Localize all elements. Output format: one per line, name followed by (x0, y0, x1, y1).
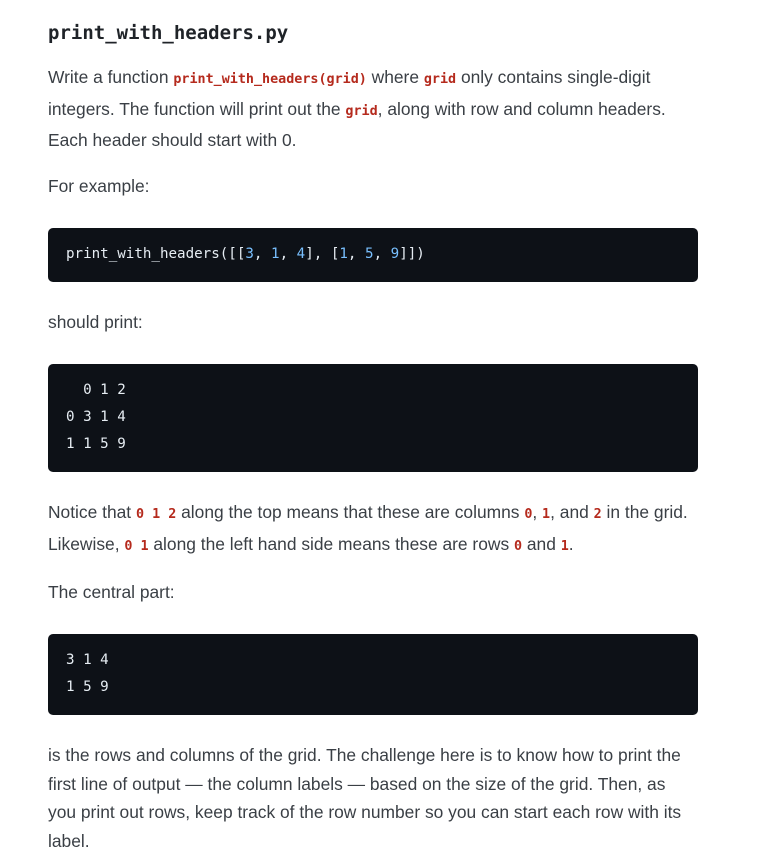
intro-text-4: , along with row and column headers. Each header should start with 0. (48, 98, 666, 150)
inline-code: 1 (542, 507, 551, 522)
intro-text-2: where (366, 67, 424, 87)
closing-paragraph: is the rows and columns of the grid. The challenge here is to know how to print the first line of output — the column labels — based on the size of the grid. Then, as you print out rows, keep track of the row number so you can start each row with its label. (48, 745, 682, 851)
code-number: 1 (271, 246, 280, 262)
page-title: print_with_headers.py (48, 22, 289, 44)
notice-text: , and (550, 502, 594, 522)
output-line: 3 1 4 (66, 652, 109, 668)
notice-paragraph (48, 498, 698, 561)
inline-code-grid: grid (423, 72, 457, 87)
notice-text: Notice that (48, 502, 136, 522)
output-line: 1 5 9 (66, 679, 109, 695)
code-number: 4 (296, 246, 306, 262)
inline-code-function: print_with_headers(grid) (173, 72, 367, 87)
should-print-label: should print: (48, 312, 143, 332)
output-line: 0 1 2 (66, 382, 126, 398)
code-punct: , (373, 246, 391, 262)
intro-text-3: only contains single-digit integers. The function will print out the (48, 67, 651, 119)
code-line (66, 241, 680, 268)
output-line: 0 3 1 4 (66, 409, 126, 425)
intro-paragraph (48, 63, 698, 155)
code-number: 1 (339, 246, 348, 262)
central-part-label: The central part: (48, 582, 175, 602)
example-code-block (48, 228, 698, 282)
notice-text: in the grid. Likewise, (48, 502, 688, 554)
output-code-block (48, 364, 698, 472)
code-number: 5 (365, 246, 374, 262)
code-punct: ([[ (219, 246, 246, 262)
notice-text: . (568, 533, 574, 554)
inline-code: 2 (593, 507, 602, 522)
inline-code: 0 (524, 507, 533, 522)
code-number: 3 (245, 246, 254, 262)
code-punct: , (347, 246, 366, 262)
inline-code: 0 1 (124, 538, 149, 554)
notice-text: , (532, 502, 543, 522)
central-code-block (48, 634, 698, 715)
inline-code: 0 (513, 538, 523, 554)
code-number: 9 (390, 246, 400, 262)
notice-text: and (522, 533, 561, 554)
code-punct: , (279, 246, 297, 262)
code-punct: ]]) (399, 246, 425, 262)
inline-code: 1 (560, 538, 569, 554)
inline-code-grid: grid (345, 103, 378, 119)
code-punct: , (253, 246, 272, 262)
for-example-label: For example: (48, 176, 150, 196)
intro-text-1: Write a function (48, 67, 174, 87)
inline-code: 0 1 2 (135, 507, 177, 522)
code-function-name: print_with_headers (66, 246, 220, 262)
notice-text: along the left hand side means these are rows (148, 533, 514, 554)
output-line: 1 1 5 9 (66, 436, 126, 452)
code-punct: ], [ (305, 246, 340, 262)
notice-text: along the top means that these are columns (176, 502, 525, 522)
